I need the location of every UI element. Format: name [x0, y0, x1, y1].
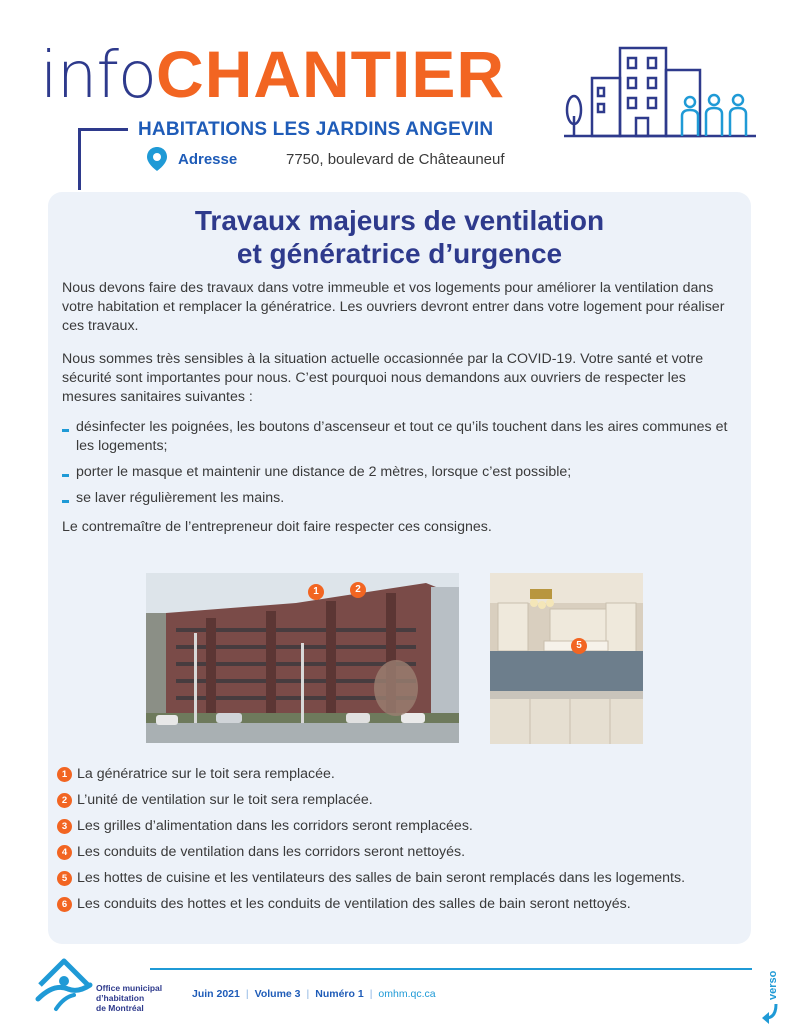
- verso-label: verso: [767, 970, 779, 1000]
- issue-number: Numéro 1: [315, 988, 364, 1000]
- legend-number: 6: [57, 897, 72, 912]
- legend-item: 4 Les conduits de ventilation dans les corridors seront nettoyés.: [57, 843, 747, 861]
- title-line-2: et génératrice d’urgence: [236, 238, 563, 269]
- website-link[interactable]: omhm.qc.ca: [378, 988, 436, 1000]
- bullet-dash-icon: [62, 429, 69, 432]
- foreman-paragraph: Le contremaître de l’entrepreneur doit faire respecter ces consignes.: [62, 519, 492, 535]
- organization-name: Office municipal d’habitation de Montréal: [96, 983, 163, 1013]
- marker-1: 1: [308, 584, 324, 600]
- address-value: 7750, boulevard de Châteauneuf: [286, 150, 505, 168]
- kitchen-photo: [490, 573, 643, 744]
- address-label: Adresse: [178, 150, 238, 168]
- legend-item: 2 L’unité de ventilation sur le toit sera remplacée.: [57, 791, 747, 809]
- legend-number: 3: [57, 819, 72, 834]
- legend-number: 4: [57, 845, 72, 860]
- legend-number: 1: [57, 767, 72, 782]
- issue-info: Juin 2021 | Volume 3 | Numéro 1 | omhm.qc.ca: [192, 988, 436, 1000]
- bullet-dash-icon: [62, 500, 69, 503]
- marker-2: 2: [350, 582, 366, 598]
- sanitary-measures-list: [62, 418, 742, 515]
- marker-5: 5: [571, 638, 587, 654]
- legend-number: 2: [57, 793, 72, 808]
- list-item: porter le masque et maintenir une distance de 2 mètres, lorsque c’est possible;: [62, 463, 742, 482]
- legend-item: 6 Les conduits des hottes et les conduits de ventilation des salles de bain seront nettoyés.: [57, 895, 747, 913]
- list-item: désinfecter les poignées, les boutons d’ascenseur et tout ce qu’ils touchent dans les aires communes et les logements;: [62, 418, 742, 456]
- works-legend: [57, 765, 747, 921]
- title-line-1: Travaux majeurs de ventilation: [194, 205, 605, 236]
- address-row: [146, 146, 505, 172]
- kitchen-illustration: [490, 573, 643, 744]
- logo-info-text: info: [40, 39, 157, 113]
- location-pin-icon: [146, 146, 168, 172]
- issue-volume: Volume 3: [254, 988, 301, 1000]
- building-photo: [146, 573, 459, 743]
- project-title: HABITATIONS LES JARDINS ANGEVIN: [138, 119, 494, 140]
- infochantier-logo: [40, 36, 505, 116]
- logo-chantier-text: CHANTIER: [156, 37, 506, 111]
- issue-date: Juin 2021: [192, 988, 240, 1000]
- intro-paragraph: Nous devons faire des travaux dans votre immeuble et vos logements pour améliorer la ventilation dans votre habitation et remplacer la génératrice. Les ouvriers devront entrer dans votre logement pour réaliser ces travaux.: [62, 280, 725, 334]
- building-illustration: [146, 573, 459, 743]
- page-title: [48, 204, 751, 270]
- header-bracket-decoration: [78, 128, 128, 190]
- covid-paragraph: Nous sommes très sensibles à la situation actuelle occasionnée par la COVID-19. Votre santé et votre sécurité sont importantes pour nous. C’est pourquoi nous demandons aux ouvriers de respecter les mesures sanitaires suivantes :: [62, 351, 704, 405]
- list-item: se laver régulièrement les mains.: [62, 489, 742, 508]
- legend-number: 5: [57, 871, 72, 886]
- legend-item: 1 La génératrice sur le toit sera remplacée.: [57, 765, 747, 783]
- omhm-logo-icon: [34, 955, 94, 1013]
- footer-divider: [150, 968, 752, 970]
- legend-item: 5 Les hottes de cuisine et les ventilateurs des salles de bain seront remplacés dans les logements.: [57, 869, 747, 887]
- legend-item: 3 Les grilles d’alimentation dans les corridors seront remplacées.: [57, 817, 747, 835]
- buildings-people-icon: [564, 44, 756, 140]
- bullet-dash-icon: [62, 474, 69, 477]
